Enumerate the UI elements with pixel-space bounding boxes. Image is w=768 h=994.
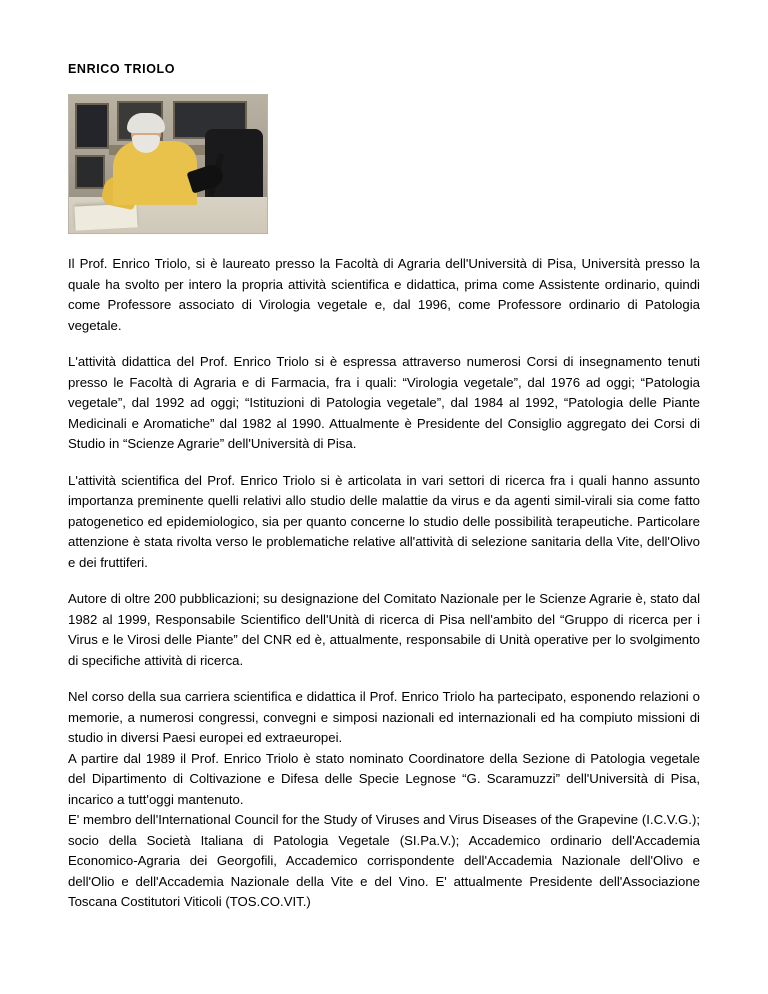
paragraph-coordinator-role: A partire dal 1989 il Prof. Enrico Triolo è stato nominato Coordinatore della Sezione di Patologia vegetale del Dipartimento di Coltivazione e Difesa delle Specie Legnose “G. Scaramuzzi” dell'Università di Pisa, incarico a tutt'oggi mantenuto. (68, 750, 700, 807)
photo-wall-frame (75, 103, 109, 149)
paragraph-memberships: E' membro dell'International Council for the Study of Viruses and Virus Diseases of the Grapevine (I.C.V.G.); socio della Società Italiana di Patologia Vegetale (SI.Pa.V.); Accademico ordinario dell'Accademia Economico-Agraria dei Georgofili, Accademico corrispondente dell'Accademia Nazionale dell'Olivo e dell'Olio e dell'Accademia Nazionale della Vite e del Vino. E' attualmente Presidente dell'Associazione Toscana Costitutori Viticoli (TOS.CO.VIT.) (68, 812, 700, 909)
photo-wall-frame (75, 155, 105, 189)
paragraph-conferences: Nel corso della sua carriera scientifica e didattica il Prof. Enrico Triolo ha partecipato, esponendo relazioni o memorie, a numerosi congressi, convegni e simposi nazionali ed internazionali ed ha compiuto missioni di studio in diversi Paesi europei ed extraeuropei. (68, 689, 700, 745)
paragraph-education: Il Prof. Enrico Triolo, si è laureato presso la Facoltà di Agraria dell'Università di Pisa, Università presso la quale ha svolto per intero la propria attività scientifica e didattica, prima come Assistente ordinario, quindi come Professore associato di Virologia vegetale e, dal 1996, come Professore ordinario di Patologia vegetale. (68, 256, 700, 333)
photo-person-hair (127, 113, 165, 133)
paragraph-teaching-activity: L'attività didattica del Prof. Enrico Triolo si è espressa attraverso numerosi Corsi di insegnamento tenuti presso le Facoltà di Agraria e di Farmacia, fra i quali: “Virologia vegetale”, dal 1976 ad oggi; “Patologia vegetale”, dal 1992 ad oggi; “Istituzioni di Patologia vegetale”, dal 1984 al 1992, “Patologia delle Piante Medicinali e Aromatiche” dal 1982 al 1990. Attualmente è Presidente del Consiglio aggregato dei Corsi di Studio in “Scienze Agrarie” dell'Università di Pisa. (68, 354, 700, 451)
paragraph-publications: Autore di oltre 200 pubblicazioni; su designazione del Comitato Nazionale per le Scienze Agrarie è, stato dal 1982 al 1999, Responsabile Scientifico dell'Unità di ricerca di Pisa nell'ambito del “Gruppo di ricerca per i Virus e le Virosi delle Piante” del CNR ed è, attualmente, responsabile di Unità operative per lo svolgimento di specifiche attività di ricerca. (68, 591, 700, 668)
page-title: ENRICO TRIOLO (68, 62, 176, 76)
paragraph-scientific-activity: L'attività scientifica del Prof. Enrico Triolo si è articolata in vari settori di ricerca fra i quali hanno assunto importanza preminente quelli relativi allo studio delle malattie da virus e da agenti simil-virali sia come fatto patogenetico ed epidemiologico, sia per quanto concerne lo studio delle possibilità terapeutiche. Particolare attenzione è stata rivolta verso le problematiche relative all'attività di selezione sanitaria della Vite, dell'Olivo e dei fruttiferi. (68, 472, 700, 570)
photo-person-body (113, 141, 197, 205)
portrait-photo-enrico-triolo (68, 94, 268, 234)
